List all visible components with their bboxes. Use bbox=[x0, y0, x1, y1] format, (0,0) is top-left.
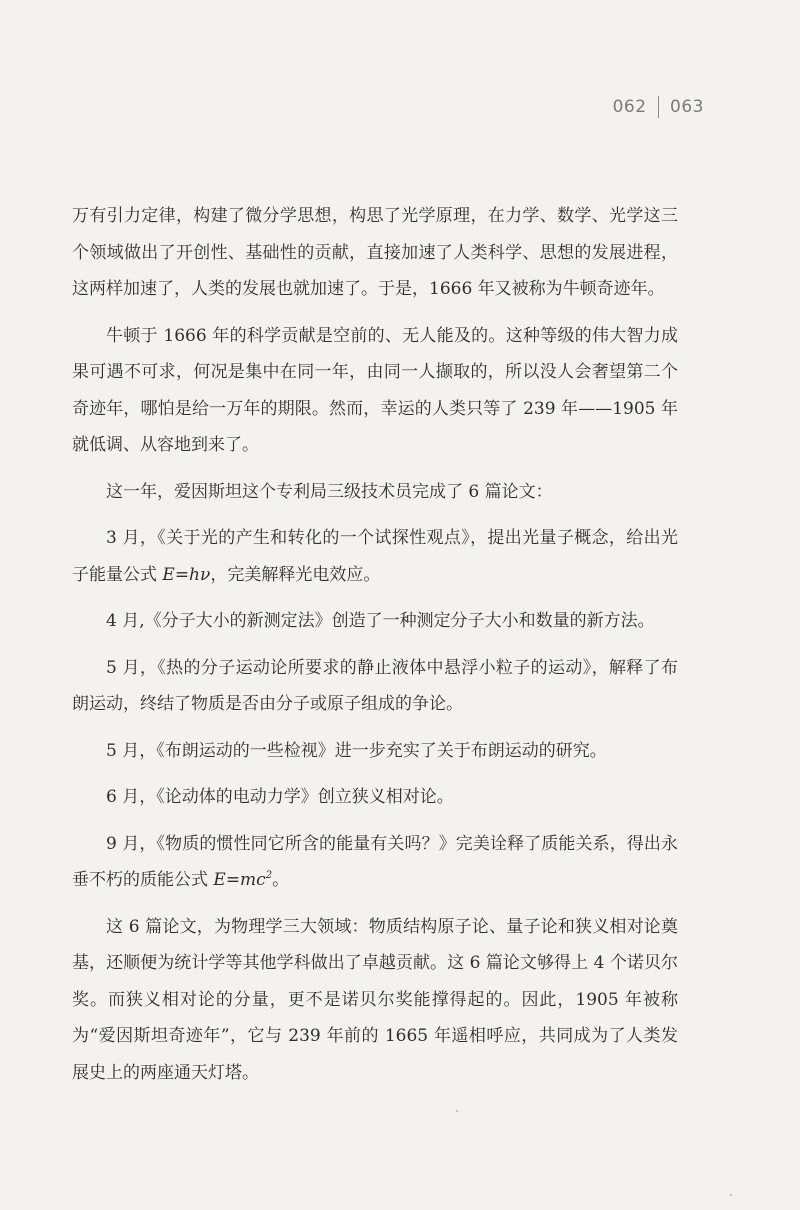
paragraph-einstein-1905: 这一年，爱因斯坦这个专利局三级技术员完成了 6 篇论文： bbox=[106, 481, 553, 502]
page-body bbox=[72, 198, 678, 1101]
paragraph-paper-june: 6 月，《论动体的电动力学》创立狭义相对论。 bbox=[106, 787, 454, 807]
paragraph-paper-may-1: 5 月，《热的分子运动论所要求的静止液体中悬浮小粒子的运动》，解释了布朗运动，终结了物质是否由分子或原子组成的争论。 bbox=[72, 657, 678, 714]
photon-energy-formula: E=hν bbox=[162, 564, 211, 585]
paper-march-text: 3 月，《关于光的产生和转化的一个试探性观点》，提出光量子概念，给出光子能量公式 bbox=[72, 528, 678, 585]
paragraph-newton-1666: 牛顿于 1666 年的科学贡献是空前的、无人能及的。这种等级的伟大智力成果可遇不可求，何况是集中在同一年，由同一人撷取的，所以没人会奢望第二个奇迹年，哪怕是给一万年的期限。然而，幸运的人类只等了 239 年——1905 年就低调、从容地到来了。 bbox=[72, 325, 678, 455]
paragraph-paper-may-2: 5 月，《布朗运动的一些检视》进一步充实了关于布朗运动的研究。 bbox=[106, 740, 607, 761]
paper-march-tail: ，完美解释光电效应。 bbox=[210, 564, 381, 585]
paper-september-text: 9 月，《物质的惯性同它所含的能量有关吗？》完美诠释了质能关系，得出永垂不朽的质能公式 bbox=[72, 833, 678, 890]
speck bbox=[456, 1110, 458, 1112]
paragraph-paper-april: 4 月,《分子大小的新测定法》创造了一种测定分子大小和数量的新方法。 bbox=[106, 611, 655, 631]
page-number bbox=[613, 96, 704, 118]
paragraph-paper-september bbox=[72, 826, 678, 899]
page-number-divider bbox=[658, 96, 660, 118]
page-number-right: 063 bbox=[670, 97, 704, 117]
paragraph-paper-march bbox=[72, 520, 678, 593]
mass-energy-formula-exponent: 2 bbox=[265, 870, 273, 881]
mass-energy-formula-base: E=mc bbox=[213, 870, 266, 890]
paragraph-newton-contributions: 万有引力定律，构建了微分学思想，构思了光学原理，在力学、数学、光学这三个领域做出了开创性、基础性的贡献，直接加速了人类科学、思想的发展进程，这两样加速了，人类的发展也就加速了。于是，1666 年又被称为牛顿奇迹年。 bbox=[72, 206, 678, 299]
speck bbox=[730, 1194, 732, 1196]
paper-september-tail: 。 bbox=[272, 870, 290, 890]
mass-energy-formula bbox=[213, 870, 272, 890]
page-number-left: 062 bbox=[612, 97, 647, 117]
paragraph-six-papers-summary: 这 6 篇论文，为物理学三大领域：物质结构原子论、量子论和狭义相对论奠基，还顺便为统计学等其他学科做出了卓越贡献。这 6 篇论文够得上 4 个诺贝尔奖。而狭义相对论的分量，更不是诺贝尔奖能撑得起的。因此，1905 年被称为“爱因斯坦奇迹年”，它与 239 年前的 1665 年遥相呼应，共同成为了人类发展史上的两座通天灯塔。 bbox=[72, 916, 678, 1083]
